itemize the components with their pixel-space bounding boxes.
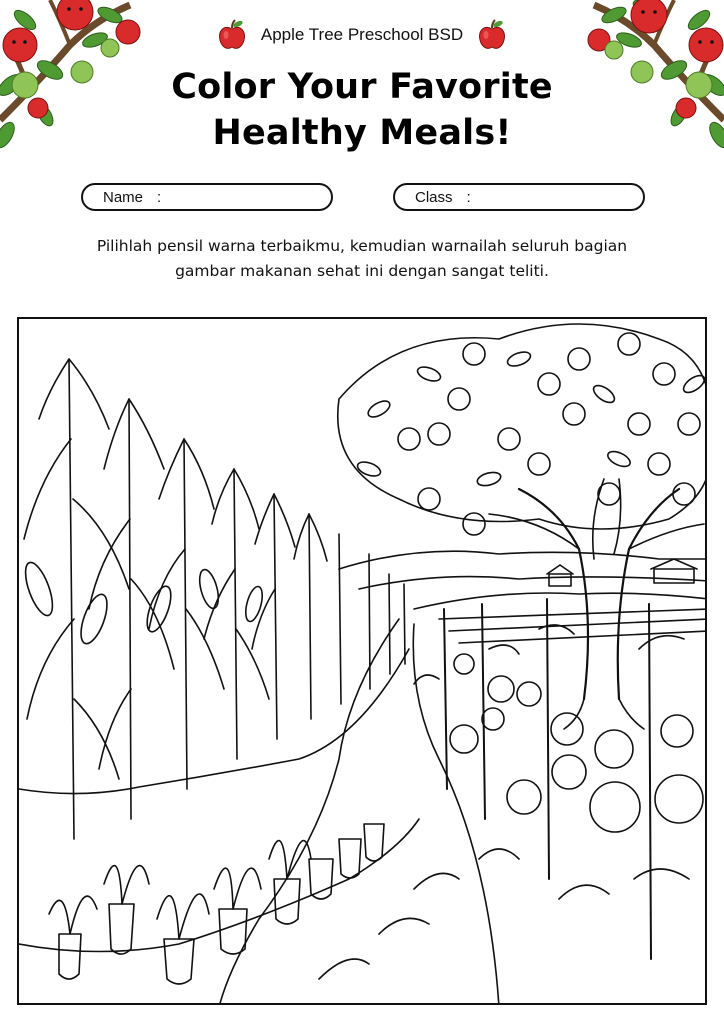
page-title-line-2: Healthy Meals! <box>212 113 512 153</box>
instructions-line-1: Pilihlah pensil warna terbaikmu, kemudian warnailah seluruh bagian <box>96 237 628 255</box>
class-field[interactable] <box>393 183 645 211</box>
school-header <box>0 18 724 52</box>
corn-stalks <box>19 359 409 839</box>
carrot-plants <box>19 819 459 984</box>
name-colon: : <box>157 188 162 206</box>
apple-icon <box>217 19 247 51</box>
name-field[interactable] <box>81 183 333 211</box>
page-title <box>0 64 724 156</box>
apple-tree-apples <box>398 333 700 535</box>
tomato-plants <box>414 599 703 959</box>
class-colon: : <box>466 188 471 206</box>
apple-icon <box>477 19 507 51</box>
page-title-line-1: Color Your Favorite <box>171 67 553 107</box>
apple-tree <box>338 324 707 729</box>
class-label: Class <box>415 188 453 206</box>
name-label: Name <box>103 188 144 206</box>
school-name: Apple Tree Preschool BSD <box>260 25 464 44</box>
garden-coloring-illustration <box>19 319 707 1005</box>
coloring-picture-frame <box>17 317 707 1005</box>
instructions-line-2: gambar makanan sehat ini dengan sangat teliti. <box>175 262 549 280</box>
instructions <box>40 234 684 284</box>
